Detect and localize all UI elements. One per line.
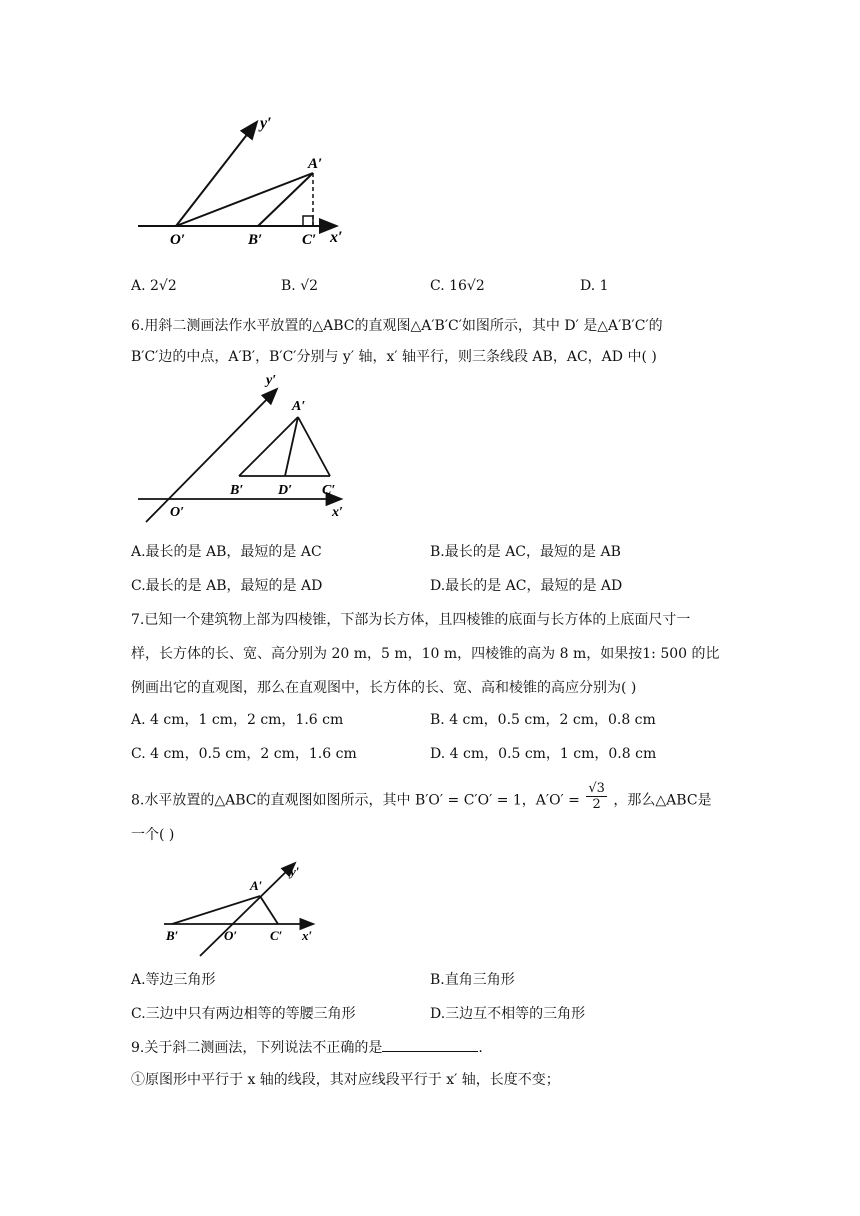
label-o: O′ xyxy=(224,928,238,943)
q8-option-d[interactable]: D.三边互不相等的三角形 xyxy=(430,1006,586,1022)
q7-option-a[interactable]: A. 4 cm，1 cm，2 cm，1.6 cm xyxy=(131,712,344,728)
label-b: B′ xyxy=(230,483,244,498)
q7-option-b[interactable]: B. 4 cm，0.5 cm，2 cm，0.8 cm xyxy=(430,712,656,728)
label-x: x′ xyxy=(332,505,343,520)
q9-stem-text: 9.关于斜二测画法，下列说法不正确的是 xyxy=(131,1040,383,1056)
q9-item-1: ①原图形中平行于 x 轴的线段，其对应线段平行于 x′ 轴，长度不变； xyxy=(131,1072,560,1088)
q8-fraction-numerator: √3 xyxy=(588,781,605,796)
label-b: B′ xyxy=(166,928,179,943)
q8-stem-part2: ，那么△ABC是 xyxy=(613,792,712,809)
label-o: O′ xyxy=(170,232,186,248)
q5-option-a[interactable]: A. 2√2 xyxy=(131,278,177,294)
q7-stem-line2: 样，长方体的长、宽、高分别为 20 m，5 m，10 m，四棱锥的高为 8 m，如果按1: 500 的比 xyxy=(131,646,720,662)
q9-stem-line1 xyxy=(131,1037,483,1057)
q7-option-c[interactable]: C. 4 cm，0.5 cm，2 cm，1.6 cm xyxy=(131,746,357,762)
q6-option-a[interactable]: A.最长的是 AB，最短的是 AC xyxy=(131,544,322,560)
q8-fraction xyxy=(586,781,607,812)
q7-stem-line3: 例画出它的直观图，那么在直观图中，长方体的长、宽、高和棱锥的高应分别为( ) xyxy=(131,680,637,696)
figure-oblique-triangle-2 xyxy=(130,372,360,528)
label-x: x′ xyxy=(302,928,313,943)
segment-ab xyxy=(239,417,298,476)
q6-option-c[interactable]: C.最长的是 AB，最短的是 AD xyxy=(131,578,323,594)
q7-stem-line1: 7.已知一个建筑物上部为四棱锥，下部为长方体，且四棱锥的底面与长方体的上底面尺寸一 xyxy=(131,612,691,628)
q8-option-a[interactable]: A.等边三角形 xyxy=(131,972,216,988)
q8-option-c[interactable]: C.三边中只有两边相等的等腰三角形 xyxy=(131,1006,356,1022)
segment-ad xyxy=(285,417,298,476)
label-a: A′ xyxy=(250,878,263,893)
q8-stem-line1 xyxy=(131,781,712,816)
q8-fraction-denominator: 2 xyxy=(592,797,601,812)
answer-blank[interactable] xyxy=(382,1037,478,1052)
figure-oblique-triangle-3 xyxy=(160,858,330,958)
q5-option-c[interactable]: C. 16√2 xyxy=(430,278,485,294)
label-c: C′ xyxy=(270,928,283,943)
q6-stem-line1: 6.用斜二测画法作水平放置的△ABC的直观图△A′B′C′如图所示，其中 D′ 是△A′B′C′的 xyxy=(131,318,663,334)
label-b: B′ xyxy=(248,232,263,248)
segment-ac xyxy=(260,896,278,924)
label-c: C′ xyxy=(302,232,317,248)
q7-option-d[interactable]: D. 4 cm，0.5 cm，1 cm，0.8 cm xyxy=(430,746,657,762)
label-d: D′ xyxy=(278,483,293,498)
q6-stem-line2: B′C′边的中点，A′B′，B′C′分别与 y′ 轴，x′ 轴平行，则三条线段 AB，AC，AD 中( ) xyxy=(131,349,657,365)
q5-option-b[interactable]: B. √2 xyxy=(281,278,319,294)
q8-option-b[interactable]: B.直角三角形 xyxy=(430,972,515,988)
segment-ac xyxy=(298,417,330,476)
label-y: y′ xyxy=(266,373,277,388)
label-y: y′ xyxy=(260,115,272,132)
label-c: C′ xyxy=(322,483,336,498)
q9-stem-period: . xyxy=(478,1040,483,1056)
label-o: O′ xyxy=(170,505,185,520)
right-angle-mark xyxy=(303,216,313,226)
q6-option-b[interactable]: B.最长的是 AC，最短的是 AB xyxy=(430,544,621,560)
q8-stem-part1: 8.水平放置的△ABC的直观图如图所示，其中 B′O′ = C′O′ = 1，A′O′ = xyxy=(131,792,580,809)
label-y: y′ xyxy=(290,864,300,879)
figure-oblique-triangle-1 xyxy=(130,108,360,248)
q8-stem-line2: 一个( ) xyxy=(131,827,175,843)
label-x: x′ xyxy=(330,229,343,246)
q6-option-d[interactable]: D.最长的是 AC，最短的是 AD xyxy=(430,578,623,594)
y-axis xyxy=(146,390,276,522)
label-a: A′ xyxy=(292,399,306,414)
label-a: A′ xyxy=(308,156,323,172)
q5-option-d[interactable]: D. 1 xyxy=(580,278,609,294)
segment-ba xyxy=(258,173,313,226)
